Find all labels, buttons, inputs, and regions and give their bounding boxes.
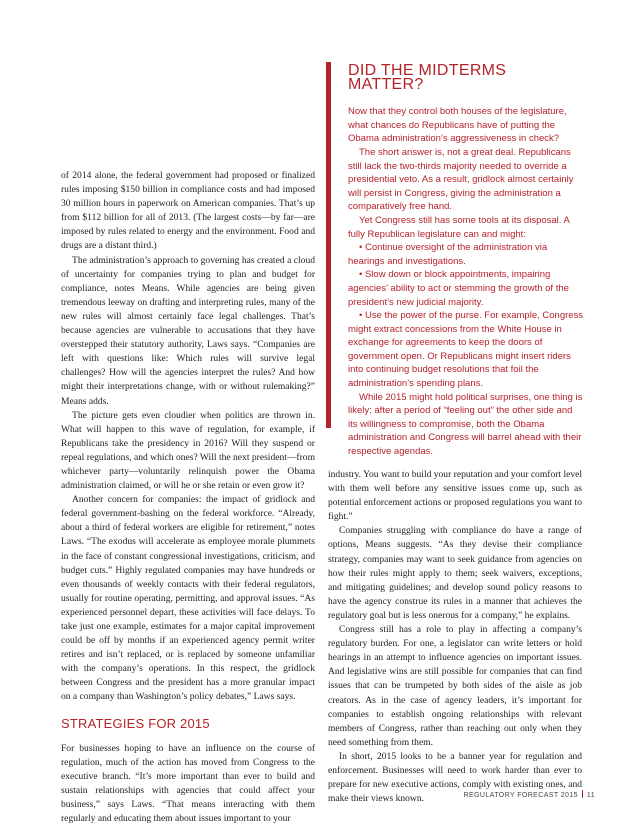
body-paragraph: industry. You want to build your reputation and your comfort level with them well before any sensitive issues come up, such as potential enforcement actions or proposed regulations you want to fight.” [328,469,582,523]
sidebar-bullet: • Continue oversight of the administration via hearings and investigations. [348,242,548,267]
body-paragraph: Another concern for companies: the impact of gridlock and federal government-bashing on the federal workforce. “Already, about a third of federal workers are eligible for retirement,” notes Laws. “The exodus will accelerate as employee morale plummets in the face of constant congressional investigations, criticism, and budget cuts.” Highly regulated companies may have hundreds or even thousands of weekly contacts with their federal regulators, usually for routine operating, permitting, and approval issues. “As experienced personnel depart, these activities will face delays. To take just one example, estimates for a major capital improvement could be off by months if an experienced agency permit writer retires and isn’t replaced, or is replaced by someone unfamiliar with the company’s operations. In this respect, the gridlock between Congress and the president has a more granular impact on a company than Washington’s policy debates,” Laws says. [61,494,315,703]
publication-title: REGULATORY FORECAST 2015 [463,792,578,799]
sidebar-content [348,62,584,459]
body-paragraph: In short, 2015 looks to be a banner year for regulation and enforcement. Businesses will need to work harder than ever to prepare for new executive actions, comply with existing ones, and make their views known. [328,750,582,805]
right-column [328,468,582,806]
sidebar-bullet: • Slow down or block appointments, impairing agencies’ ability to act or stemming the growth of the president’s new judicial majority. [348,269,569,308]
sidebar-heading: DID THE MIDTERMS MATTER? [348,62,507,93]
page-footer [464,790,595,799]
sidebar-paragraph: The short answer is, not a great deal. Republicans still lack the two-thirds majority needed to override a presidential veto. As a result, gridlock almost certainly will persist in Congress, giving the administration a comparatively free hand. [348,146,574,213]
footer-separator [582,790,583,798]
section-heading: STRATEGIES FOR 2015 [61,715,210,731]
sidebar-bullet: • Use the power of the purse. For example, Congress might extract concessions from the White House in exchange for agreements to keep the doors of government open. Or Republicans might insert riders into continuing budget resolutions that foil the administration’s spending plans. [348,310,584,390]
body-paragraph: Companies struggling with compliance do have a range of options, Means suggests. “As they devise their compliance strategy, companies may want to seek guidance from agencies on how their rules might apply to them; seek waivers, exceptions, and mitigating guidelines; and develop sound policy reasons to have the agency construe its rules in a manner that achieves the regulatory goal but is less onerous for a company,” he explains. [328,525,582,621]
left-column [61,169,315,826]
body-paragraph: The picture gets even cloudier when politics are thrown in. What will happen to this wave of regulation, for example, if Republicans take the presidency in 2016? Will they suspend or repeal regulations, and which ones? Will the next president—from whichever party—voluntarily relinquish power the Obama administration claimed, or will he or she retain or even grow it? [61,409,315,492]
midterms-sidebar [326,62,584,458]
sidebar-paragraph: Yet Congress still has some tools at its disposal. A fully Republican legislature can and might: [348,214,570,240]
sidebar-paragraph: While 2015 might hold political surprises, one thing is likely: after a period of “feeling out” the other side and its willingness to compromise, both the Obama administration and Congress will barrel ahead with their respective agendas. [348,391,583,458]
body-paragraph: The administration’s approach to governing has created a cloud of uncertainty for companies trying to plan and budget for compliance, notes Means. While agencies are being given tremendous leeway on drafting and interpreting rules, many of the new rules will almost certainly face legal challenges. That’s because agencies are vulnerable to accusations that they have overstepped their statutory authority, Laws says. “Companies are left with questions like: Which rules will survive legal challenges? How will the agencies interpret the rules? And how might their interpretations change, with or without rulemaking?” Means adds. [61,254,315,407]
sidebar-accent-bar [326,62,331,428]
body-paragraph: of 2014 alone, the federal government had proposed or finalized rules imposing $150 billion in compliance costs and had imposed 30 million hours in paperwork on American companies. That’s up from $112 billion for all of 2013. (The largest costs—by far—are imposed by rules related to energy and the environment. Food and drugs are a distant third.) [61,170,315,252]
sidebar-paragraph: Now that they control both houses of the legislature, what chances do Republicans have of putting the Obama administration’s aggressiveness in check? [348,106,567,145]
body-paragraph: For businesses hoping to have an influence on the course of regulation, much of the action has moved from Congress to the executive branch. “It’s more important than ever to build and sustain relationships with agencies that could affect your business,” says Laws. “That means interacting with them regularly and educating them about issues important to your [61,742,315,825]
page-number: 11 [586,792,595,799]
body-paragraph: Congress still has a role to play in affecting a company’s regulatory burden. For one, a legislator can write letters or hold hearings in an attempt to influence agencies on important issues. And legislative wins are still possible for companies that can find issues that can be trumpeted by both sides of the aisle as job creators. As in the case of agency leaders, it’s important for companies to establish ongoing relationships with relevant members of Congress, rather than reaching out only when they need something from them. [328,624,582,748]
